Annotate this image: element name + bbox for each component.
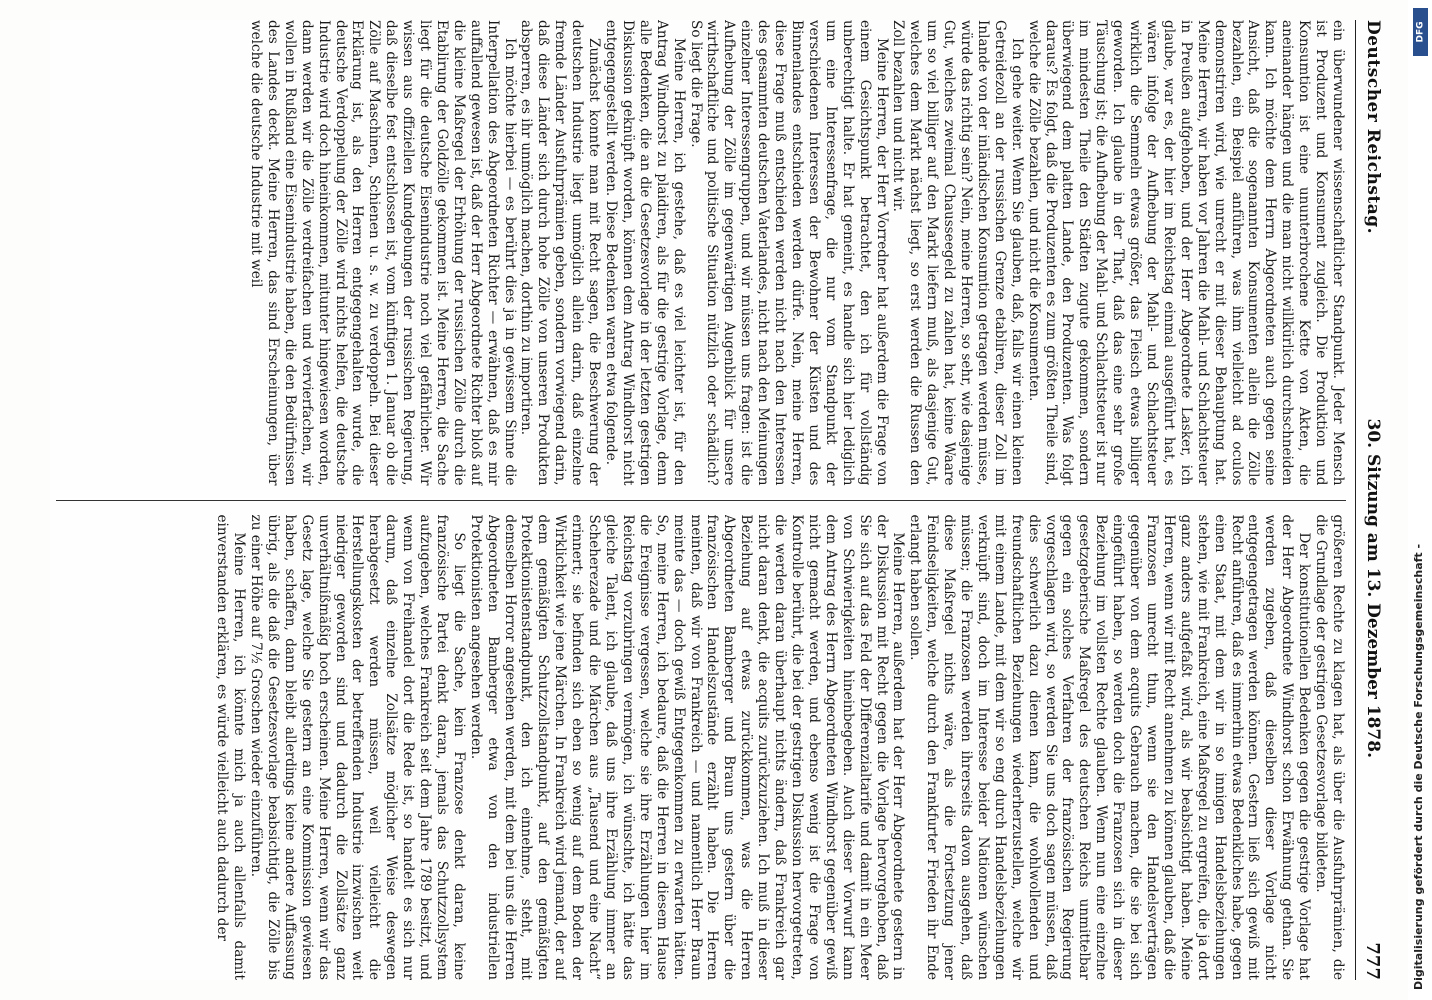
column-left xyxy=(56,20,1346,486)
paragraph: Zunächst konnte man mit Recht sagen, die Beschwerung der deutschen Industrie liegt unmöglich allein darin, daß einzelne fremde Länder Ausfuhrprämien geben, sondern vorwiegend darin, daß diese Länder sich durch hohe Zölle von unseren Produkten absperren, es ihr unmöglich machen, dorthin zu importiren. xyxy=(518,20,603,486)
paragraph: Meine Herren, ich könnte mich ja auch allenfalls damit einverstanden erklären, es würde vielleicht auch dadurch der xyxy=(214,514,248,980)
paragraph: Meine Herren, außerdem hat der Herr Abgeordnete gestern in der Diskussion mit Recht gegen die Vorlage hervorgehoben, daß Sie sich auf das Feld der Differenzialtarife und damit in ein Meer von Schwierigkeiten hineinbegeben. Auch dieser Vorwurf kann dem Antrag des Herrn Abgeordneten Windhorst gegenüber gewiß nicht gemacht werden, und ebenso wenig ist die Frage von Kontrolle berührt, die bei der gestrigen Diskussion hervorgetreten, die werden daran überhaupt nichts ändern, daß Frankreich gar nicht daran denkt, die acquits zurückzuziehen. Ich muß in dieser Beziehung auf etwas zurückkommen, was die Herren Abgeordneten Bamberger und Braun uns gestern über die französischen Handelszustände erzählt haben. Die Herren meinten, daß wir von Frankreich — und namentlich Herr Braun meinte das — doch gewiß Entgegenkommen zu erwarten hätten. So, meine Herren, ich bedaure, daß die Herren in diesem Hause die Ereignisse vergessen, welche sie ihre Erzählungen hier im Reichstag vorzubringen vermögen, ich wünschte, ich hätte das gleiche Talent, ich glaube, daß uns ihre Erzählung immer an Scheherezade und die Märchen aus „Tausend und eine Nacht“ erinnert; sie befinden sich eben so wenig auf dem Boden der Wirklichkeit wie jene Märchen. In Frankreich wird jemand, der auf dem gemäßigten Schutzzollstandpunkt, auf den gemäßigten Protektionistenstandpunkt, den ich einnehme, steht, mit demselben Horror angesehen werden, mit dem bei uns die Herren Abgeordneten Bamberger etwa von den industriellen Protektionisten angesehen werden. xyxy=(467,514,907,980)
page-number: 777 xyxy=(1362,942,1384,980)
paragraph: größeren Rechte zu klagen hat, als über die Ausfuhrprämien, die die Grundlage der gestrigen Gesetzesvorlage bildeten. xyxy=(1313,514,1346,980)
column-divider xyxy=(56,500,1346,501)
header-session-date: 30. Sitzung am 13. Dezember 1878. xyxy=(1363,418,1383,759)
paragraph: Der konstitutionellen Bedenken gegen die gestrige Vorlage hat der Herr Abgeordnete Windhorst schon Erwähnung gethan. Sie werden zugeben, daß dieselben dieser Vorlage nicht entgegengetragen werden können. Gestern ließ sich gewiß mit Recht anführen, daß es immerhin etwas Bedenkliches habe, gegen einen Staat, mit dem wir in so innigen Handelsbeziehungen stehen, wie mit Frankreich, eine Maßregel zu ergreifen, die ja dort ganz anders aufgefaßt wird, als wir beabsichtigt haben. Meine Herren, wenn wir mit Recht annehmen zu können glauben, daß die Franzosen unrecht thun, wenn sie den Handelsverträgen gegenüber von dem acquits Gebrauch machen, die sie bei sich eingeführt haben, so werden doch die Franzosen sich in dieser Beziehung im vollsten Rechte glauben. Wenn nun eine einzelne gesetzgeberische Maßregel des deutschen Reichs unmittelbar gegen ein solches Verfahren der französischen Regierung vorgeschlagen wird, so werden Sie uns doch sagen müssen, daß dies schwerlich dazu dienen kann, die wohlwollenden und freundschaftlichen Beziehungen wiederherzustellen, welche wir mit einem Lande, mit dem wir so eng durch Handelsbeziehungen verknüpft sind, doch im Interesse beider Nationen wünschen müssen; die Franzosen werden ihrerseits davon ausgehen, daß diese Maßregel nichts wäre, als die Fortsetzung jener Feindseligkeiten, welche durch den Frankfurter Frieden ihr Ende erlangt haben sollen. xyxy=(907,514,1313,980)
paragraph: Meine Herren, ich gestehe, daß es viel leichter ist, für den Antrag Windhorst zu plaidiren, als für die gestrige Vorlage, denn alle Bedenken, die an die Gesetzesvorlage in der letzten gestrigen Diskussion geknüpft worden, können dem Antrag Windhorst nicht entgegengestellt werden. Diese Bedenken waren etwa folgende. xyxy=(603,20,687,486)
paragraph: Ich gehe weiter. Wenn Sie glauben, daß, falls wir einen kleinen Getreidezoll an der russischen Grenze etabliren, dieser Zoll im Inlande von der inländischen Konsumtion getragen werden müsse, würde das richtig sein? Nein, meine Herren, so sehr, wie dasjenige Gut, welches zweimal Chausseegeld zu zahlen hat, keine Waare um so viel billiger auf den Markt liefern muß, als dasjenige Gut, welches dem Markt nächst liegt, so erst werden die Russen den Zoll bezahlen und nicht wir. xyxy=(890,20,1025,486)
column-right xyxy=(56,515,1346,981)
paragraph: Meine Herren, der Herr Vorredner hat außerdem die Frage von einem Gesichtspunkt betrachtet, den ich für vollständig unberechtigt halte. Er hat gemeint, es handle sich hier lediglich um eine Interessenfrage, die nur vom Standpunkt der verschiedenen Interessen der Bewohner der Küsten und des Binnenlandes entschieden werden dürfe. Nein, meine Herren, diese Frage muß entschieden werden nicht nach den Interessen des gesammten deutschen Vaterlandes, nicht nach den Meinungen einzelner Interessengruppen, und wir müssen uns fragen: ist die Aufhebung der Zölle im gegenwärtigen Augenblick für unsere wirthschaftliche und politische Situation nützlich oder schädlich? So liegt die Frage. xyxy=(687,20,890,486)
paragraph: Ich möchte hierbei — es berührt dies ja in gewissem Sinne die Interpellation des Abgeordneten Richter — erwähnen, daß es mir auffallend gewesen ist, daß der Herr Abgeordnete Richter bloß auf die kleine Maßregel der Erhöhung der russischen Zölle durch die Etablirung der Goldzölle gekommen ist. Meine Herren, die Sache liegt für die deutsche Eisenindustrie noch viel gefährlicher. Wir wissen aus offiziellen Kundgebungen der russischen Regierung, daß dieselbe fest entschlossen ist, vom künftigen 1. Januar ob die Zölle auf Maschinen, Schienen u. s. w. zu verdoppeln. Bei dieser Erklärung ist, als den Herren entgegengehalten wurde, die deutsche Verdoppelung der Zölle wird nichts helfen, die deutsche Industrie wird doch hineinkommen, mitunter hingewiesen worden, dann werden wir die Zölle verdreifachen und vervierfachen, wir wollen in Rußland eine Eisenindustrie haben, die den Bedürfnissen des Landes deckt. Meine Herren, das sind Erscheinungen, über welche die deutsche Industrie mit weil xyxy=(248,20,518,486)
paragraph: So liegt die Sache, kein Franzose denkt daran, keine französische Partei denkt daran, jemals das Schutzzollsystem aufzugeben, welches Frankreich seit dem Jahre 1789 besitzt, und wenn von Freihandel dort die Rede ist, so handelt es sich nur darum, daß einzelne Zollsätze möglicher Weise deswegen herabgesetzt werden müssen, weil vielleicht die Herstellungskosten der betreffenden Industrie inzwischen weit niedriger geworden sind und dadurch die Zollsätze ganz unverhältnißmäßig hoch erscheinen. Meine Herren, wenn wir das Gesetz lage, welche Sie gestern an eine Kommission gewiesen haben, schaffen, dann bleibt allerdings keine andere Auffassung übrig, als die daß die Gesetzesvorlage beabsichtigt, die Zölle bis zu einer Höhe auf 7½ Groschen wieder einzuführen. xyxy=(248,514,467,980)
dfg-logo xyxy=(1413,8,1428,56)
text-columns xyxy=(56,20,1346,980)
paragraph: ein überwundener wissenschaftlicher Standpunkt. Jeder Mensch ist Produzent und Konsument zugleich. Die Produktion und Konsumtion ist eine ununterbrochene Kette von Akten, die aneinander hängen und die man nicht willkürlich durchschneiden kann. Ich möchte dem Herrn Abgeordneten auch gegen seine Ansicht, daß die sogenannten Konsumenten allein die Zölle bezahlen, ein Beispiel anführen, was ihm vielleicht ad oculos demonstriren wird, wie unrecht er mit dieser Behauptung hat. Meine Herren, wir haben vor Jahren die Mahl- und Schlachtsteuer in Preußen aufgehoben, und der Herr Abgeordnete Lasker, ich glaube, war es, der hier im Reichstag einmal ausgeführt hat, es wären infolge der Aufhebung der Mahl- und Schlachtsteuer wirklich die Semmeln etwas größer, das Fleisch etwas billiger geworden. Ich glaube in der That, daß das eine sehr große Täuschung ist; die Aufhebung der Mahl- und Schlachtsteuer ist nur im mindesten Theile den Städten zugute gekommen, sondern überwiegend dem platten Lande, den Produzenten. Was folgt daraus? Es folgt, daß die Produzenten es zum größten Theile sind, welche die Zölle bezahlen, und nicht die Konsumenten. xyxy=(1025,20,1346,486)
rotated-document-page xyxy=(50,20,1390,980)
dfg-logo-text: DFG xyxy=(1415,21,1426,43)
digitization-credit: Digitalisierung gefördert durch die Deutsche Forschungsgemeinschaft - xyxy=(1412,543,1425,990)
header-publication: Deutscher Reichstag. xyxy=(1363,20,1383,235)
page-header xyxy=(1355,20,1390,980)
